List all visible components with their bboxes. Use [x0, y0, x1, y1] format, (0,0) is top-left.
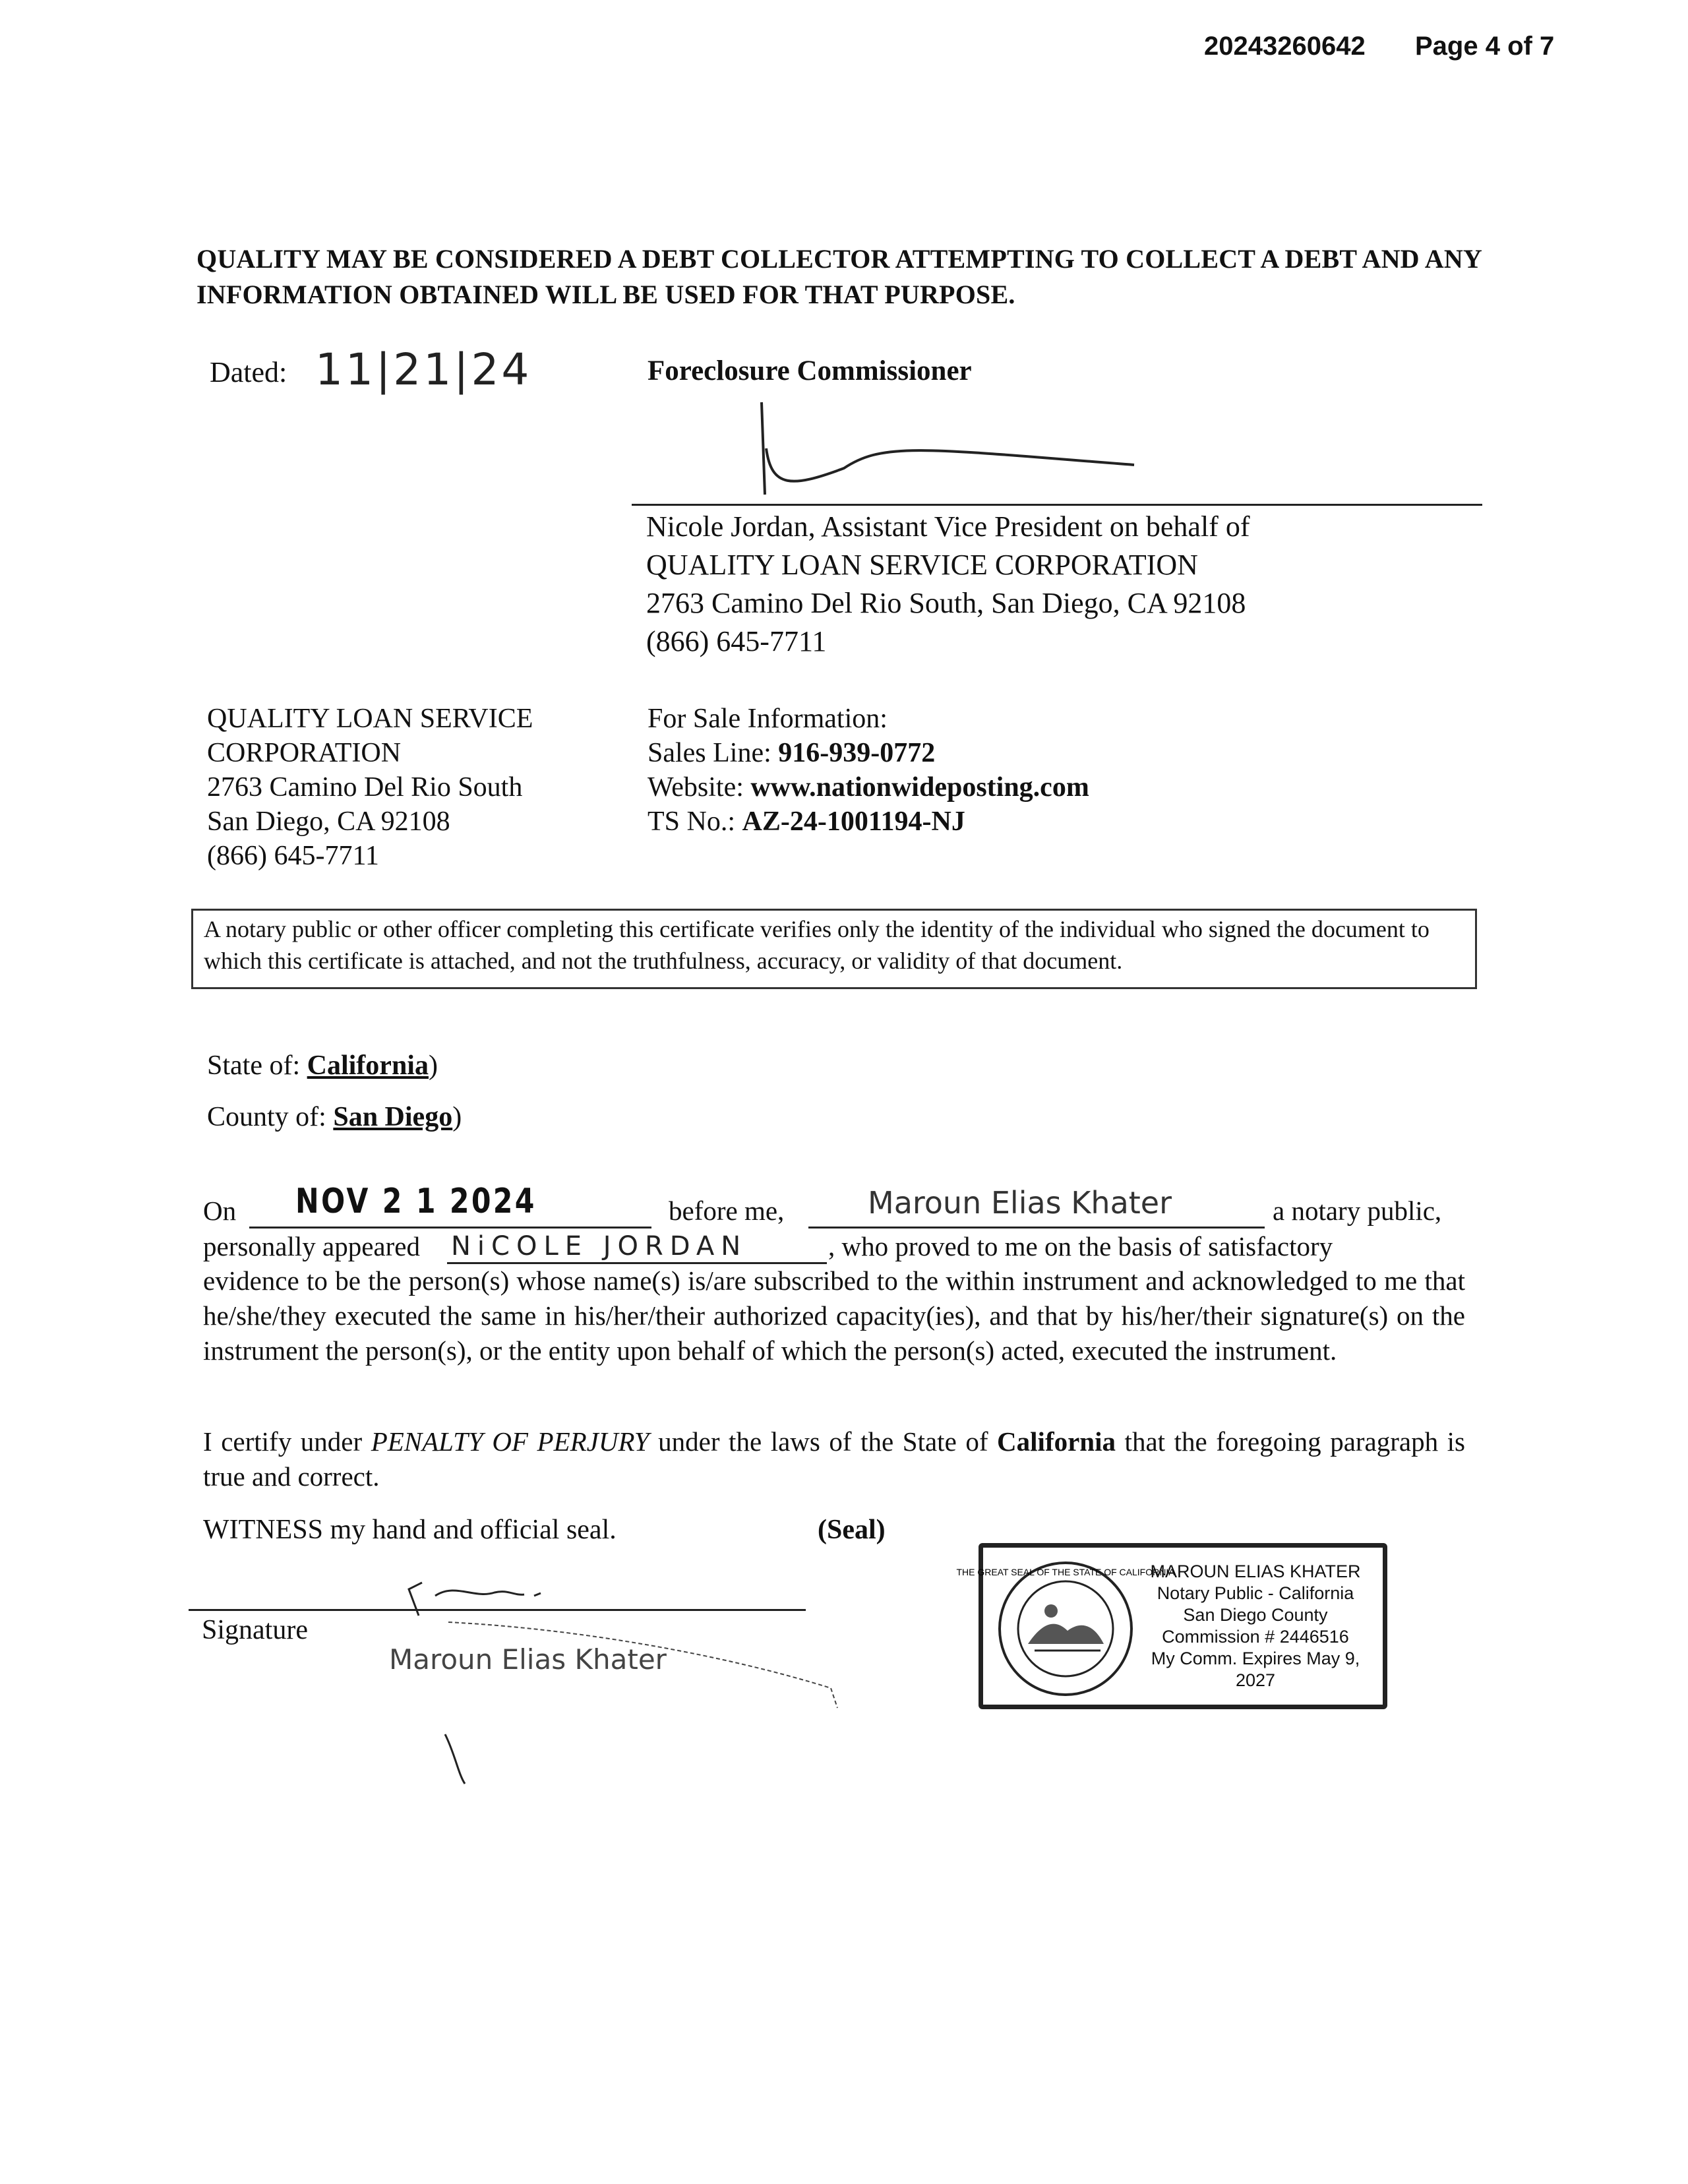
- seal-details: [1133, 1561, 1377, 1691]
- certify-state: California: [997, 1426, 1116, 1457]
- on-label: On: [203, 1196, 237, 1226]
- state-line: State of: California): [207, 1050, 438, 1081]
- company-line: 2763 Camino Del Rio South: [207, 772, 523, 803]
- sales-line-number: 916-939-0772: [778, 738, 936, 768]
- commissioner-title: Foreclosure Commissioner: [648, 355, 972, 386]
- sales-line-label: Sales Line:: [648, 738, 771, 768]
- company-line: CORPORATION: [207, 738, 402, 768]
- dated-handwritten-value: 11|21|24: [315, 344, 532, 395]
- before-me-label: before me,: [669, 1196, 785, 1226]
- certify-pre: I certify under: [203, 1426, 363, 1457]
- commissioner-signature-line: [632, 504, 1482, 506]
- company-line: San Diego, CA 92108: [207, 806, 450, 837]
- ts-number-label: TS No.:: [648, 806, 736, 837]
- proved-text: , who proved to me on the basis of satisfactory: [828, 1231, 1333, 1261]
- acknowledgment-date-stamp: NOV 2 1 2024: [295, 1182, 537, 1221]
- a-notary-public-label: a notary public,: [1273, 1196, 1442, 1226]
- commissioner-line: (866) 645-7711: [646, 625, 827, 657]
- sale-info-heading: For Sale Information:: [648, 704, 888, 734]
- witness-text: WITNESS my hand and official seal.: [203, 1515, 617, 1545]
- sale-information: [648, 702, 1089, 839]
- certify-post: that the foregoing paragraph is true and correct.: [203, 1426, 1466, 1492]
- certify-mid: under the laws of the State of: [658, 1426, 988, 1457]
- county-line: County of: San Diego): [207, 1102, 462, 1132]
- certify-perjury: PENALTY OF PERJURY: [371, 1426, 649, 1457]
- seal-line: Commission # 2446516: [1162, 1627, 1349, 1647]
- california-state-seal-icon: [956, 1558, 1175, 1699]
- seal-ring-text: THE GREAT SEAL OF THE STATE OF CALIFORNIA: [956, 1567, 1175, 1577]
- personally-appeared-label: personally appeared: [203, 1231, 420, 1261]
- commissioner-signature: [752, 389, 1160, 521]
- county-label: County of:: [207, 1102, 326, 1132]
- seal-expiration: My Comm. Expires May 9, 2027: [1151, 1649, 1360, 1690]
- signature-line: [189, 1609, 806, 1611]
- seal-line: San Diego County: [1183, 1605, 1328, 1625]
- notary-name-stamp: Maroun Elias Khater: [868, 1185, 1172, 1221]
- notary-seal-stamp: [956, 1543, 1387, 1709]
- acknowledgment-first-line: [203, 1182, 1465, 1228]
- document-number: 20243260642: [1204, 32, 1366, 61]
- notary-notice-text: A notary public or other officer completing this certificate verifies only the identity of the individual who signed the document to which this certificate is attached, and not the truthfulness, accuracy, or validity of that document.: [204, 916, 1430, 974]
- commissioner-line: Nicole Jordan, Assistant Vice President on behalf of: [646, 510, 1250, 543]
- commissioner-details: [646, 508, 1250, 661]
- company-line: QUALITY LOAN SERVICE: [207, 704, 533, 734]
- acknowledgment-body: evidence to be the person(s) whose name(s) is/are subscribed to the within instrument and acknowledged to me that he/she/they executed the same in his/her/their authorized capacity(ies), and that by his/her/their signature(s) on the instrument the person(s), or the entity upon behalf of which the person(s) acted, executed the instrument.: [203, 1265, 1465, 1366]
- signature-printed-name: Maroun Elias Khater: [389, 1643, 667, 1676]
- ts-number: AZ-24-1001194-NJ: [742, 806, 965, 837]
- state-label: State of:: [207, 1050, 301, 1081]
- seal-notary-name: MAROUN ELIAS KHATER: [1150, 1562, 1361, 1581]
- debt-collector-warning: QUALITY MAY BE CONSIDERED A DEBT COLLECTOR ATTEMPTING TO COLLECT A DEBT AND ANY INFORMATION OBTAINED WILL BE USED FOR THAT PURPOSE.: [196, 244, 1482, 309]
- notary-notice-box: [191, 909, 1477, 989]
- seal-line: Notary Public - California: [1157, 1583, 1354, 1603]
- signer-handwritten-name: NiCOLE JORDAN: [451, 1231, 748, 1261]
- seal-label: (Seal): [818, 1515, 886, 1545]
- commissioner-line: 2763 Camino Del Rio South, San Diego, CA 92108: [646, 587, 1246, 619]
- state-value: California: [307, 1050, 429, 1081]
- county-value: San Diego: [333, 1102, 453, 1132]
- acknowledgment-second-line: [203, 1227, 1465, 1263]
- page-indicator: Page 4 of 7: [1415, 32, 1555, 61]
- dated-label: Dated:: [210, 356, 287, 388]
- signature-label: Signature: [202, 1615, 308, 1645]
- website-url: www.nationwideposting.com: [750, 772, 1089, 803]
- website-label: Website:: [648, 772, 744, 803]
- company-line: (866) 645-7711: [207, 841, 379, 871]
- commissioner-line: QUALITY LOAN SERVICE CORPORATION: [646, 549, 1198, 581]
- company-address: [207, 702, 533, 873]
- perjury-certification: [203, 1424, 1465, 1494]
